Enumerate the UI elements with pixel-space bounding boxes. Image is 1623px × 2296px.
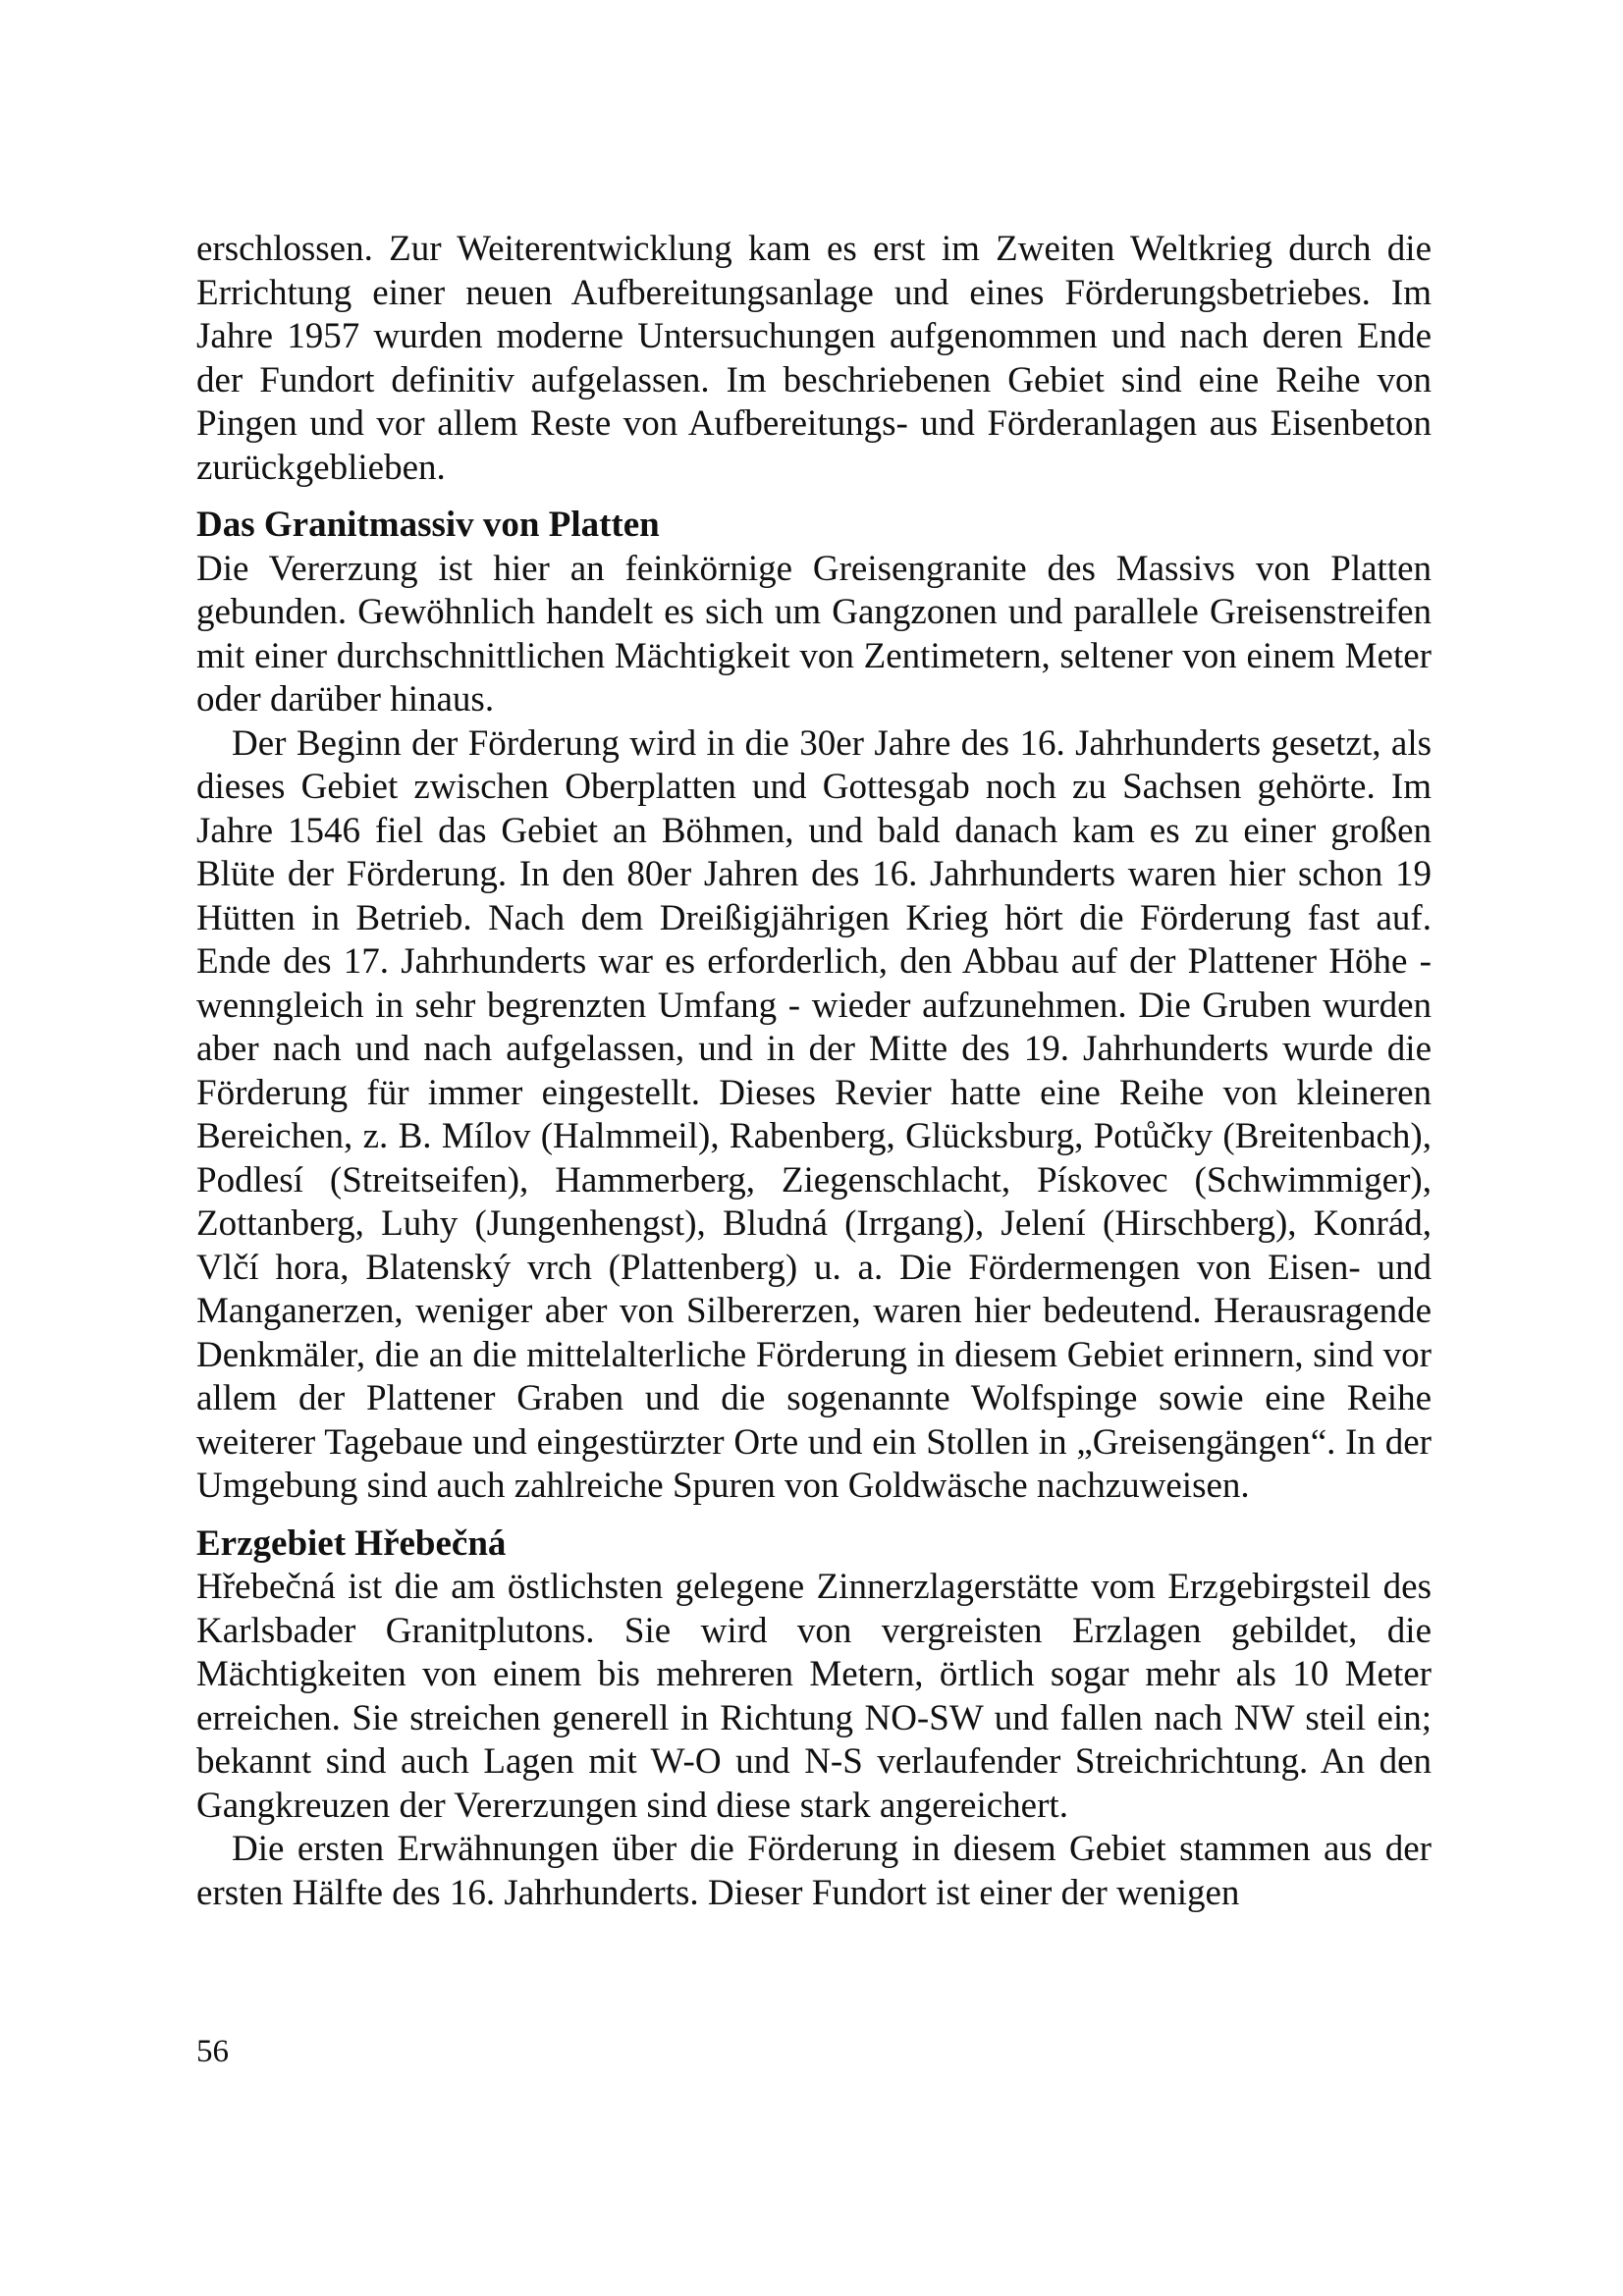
section-heading-hrebecna: Erzgebiet Hřebečná <box>196 1522 507 1564</box>
page-number: 56 <box>196 2034 229 2069</box>
platten-paragraph-2: Der Beginn der Förderung wird in die 30er Jahre des 16. Jahrhunderts gesetzt, als dieses Gebiet zwischen Oberplatten und Gottesgab noch zu Sachsen gehörte. Im Jahre 1546 fiel das Gebiet an Böhmen, und bald danach kam es zu einer großen Blüte der Förderung. In den 80er Jahren des 16. Jahrhunderts waren hier schon 19 Hütten in Betrieb. Nach dem Dreißigjährigen Krieg hört die Förderung fast auf. Ende des 17. Jahrhunderts war es erforderlich, den Abbau auf der Plattener Höhe - wenngleich in sehr begrenzten Umfang - wieder aufzunehmen. Die Gruben wurden aber nach und nach aufgelassen, und in der Mitte des 19. Jahrhunderts wurde die Förderung für immer eingestellt. Dieses Revier hatte eine Reihe von kleineren Bereichen, z. B. Mílov (Halmmeil), Rabenberg, Glücksburg, Potůčky (Breitenbach), Podlesí (Streitseifen), Hammerberg, Ziegenschlacht, Pískovec (Schwimmiger), Zottanberg, Luhy (Jungenhengst), Bludná (Irrgang), Jelení (Hirschberg), Konrád, Vlčí hora, Blatenský vrch (Plattenberg) u. a. Die Fördermengen von Eisen- und Manganerzen, weniger aber von Silbererzen, waren hier bedeutend. Herausragende Denkmäler, die an die mittelalterliche Förderung in diesem Gebiet erinnern, sind vor allem der Plattener Graben und die sogenannte Wolfspinge sowie eine Reihe weiterer Tagebaue und eingestürzter Orte und ein Stollen in „Greisengängen“. In der Umgebung sind auch zahlreiche Spuren von Goldwäsche nachzuweisen. <box>196 722 1432 1506</box>
section-heading-platten: Das Granitmassiv von Platten <box>196 505 660 545</box>
hrebecna-paragraph-2: Die ersten Erwähnungen über die Förderung in diesem Gebiet stammen aus der ersten Hälfte des 16. Jahrhunderts. Dieser Fundort ist einer der wenigen <box>196 1829 1432 1913</box>
hrebecna-paragraph-1: Hřebečná ist die am östlichsten gelegene Zinnerzlagerstätte vom Erzgebirgsteil des Karlsbader Granitplutons. Sie wird von vergreisten Erzlagen gebildet, die Mächtigkeiten von einem bis mehreren Metern, örtlich sogar mehr als 10 Meter erreichen. Sie streichen generell in Richtung NO-SW und fallen nach NW steil ein; bekannt sind auch Lagen mit W-O und N-S verlaufender Streichrichtung. An den Gangkreuzen der Vererzungen sind diese stark angereichert. <box>196 1567 1432 1826</box>
intro-paragraph: erschlossen. Zur Weiterentwicklung kam es erst im Zweiten Weltkrieg durch die Errichtung einer neuen Aufbereitungsanlage und eines Förderungsbetriebes. Im Jahre 1957 wurden moderne Untersuchungen aufgenommen und nach deren Ende der Fundort definitiv aufgelassen. Im beschriebenen Gebiet sind eine Reihe von Pingen und vor allem Reste von Aufbereitungs- und Förderanlagen aus Eisenbeton zurückgeblieben. <box>196 229 1432 488</box>
platten-paragraph-1: Die Vererzung ist hier an feinkörnige Greisengranite des Massivs von Platten gebunden. Gewöhnlich handelt es sich um Gangzonen und parallele Greisenstreifen mit einer durchschnittlichen Mächtigkeit von Zentimetern, seltener von einem Meter oder darüber hinaus. <box>196 548 1432 720</box>
page-body <box>196 228 1432 1915</box>
